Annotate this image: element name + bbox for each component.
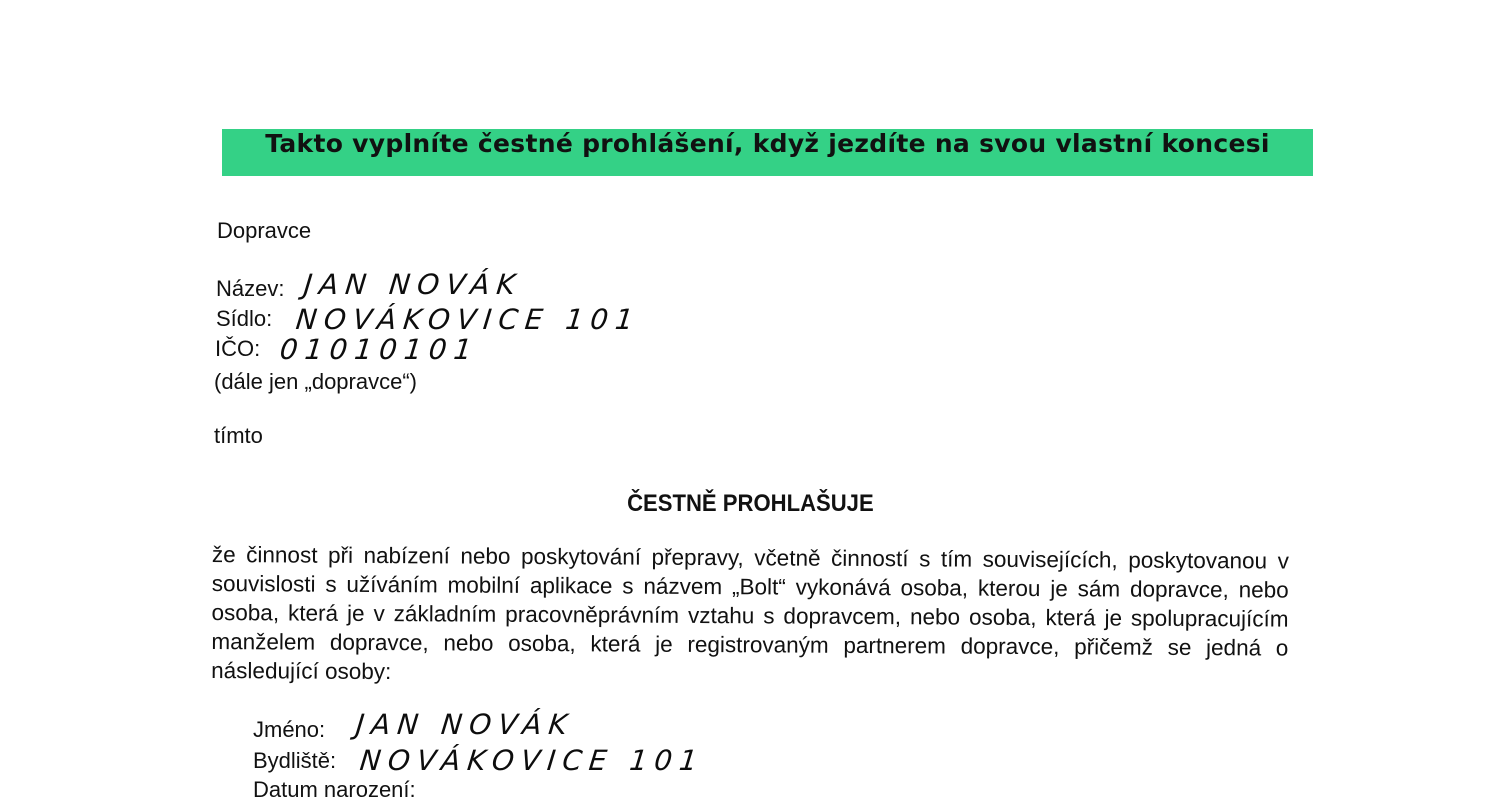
carrier-seat-value: NOVÁKOVICE 101 — [294, 303, 642, 336]
declaration-paragraph: že činnost při nabízení nebo poskytování přepravy, včetně činností s tím souvisejících, poskytovanou v souvislosti s užíváním mobilní aplikace s názvem „Bolt“ vykonává osoba, kterou je sám dopravce, nebo osoba, která je v základním pracovněprávním vztahu s dopravcem, nebo osoba, která je spolupracujícím manželem dopravce, nebo osoba, která je registrovaným partnerem dopravce, přičemž se jedná o následující osoby: — [211, 541, 1289, 685]
person-name-value: JAN NOVÁK — [354, 708, 576, 741]
hereby-text: tímto — [214, 423, 263, 448]
carrier-id-value: 01010101 — [278, 333, 481, 366]
carrier-name-value: JAN NOVÁK — [302, 268, 524, 301]
carrier-hereinafter: (dále jen „dopravce“) — [214, 369, 417, 394]
person-address-label: Bydliště: — [253, 748, 337, 773]
carrier-id-label: IČO: — [215, 336, 261, 361]
carrier-seat-label: Sídlo: — [216, 306, 273, 331]
person-name-label: Jméno: — [253, 717, 326, 742]
person-address-value: NOVÁKOVICE 101 — [358, 744, 706, 777]
banner-title: Takto vyplníte čestné prohlášení, když jezdíte na svou vlastní koncesi — [265, 129, 1270, 158]
header-banner — [222, 129, 1313, 176]
person-birth-label: Datum narození: — [253, 777, 416, 802]
carrier-section-label: Dopravce — [217, 218, 312, 243]
carrier-name-label: Název: — [216, 276, 285, 301]
declaration-heading: ČESTNĚ PROHLAŠUJE — [627, 490, 874, 517]
